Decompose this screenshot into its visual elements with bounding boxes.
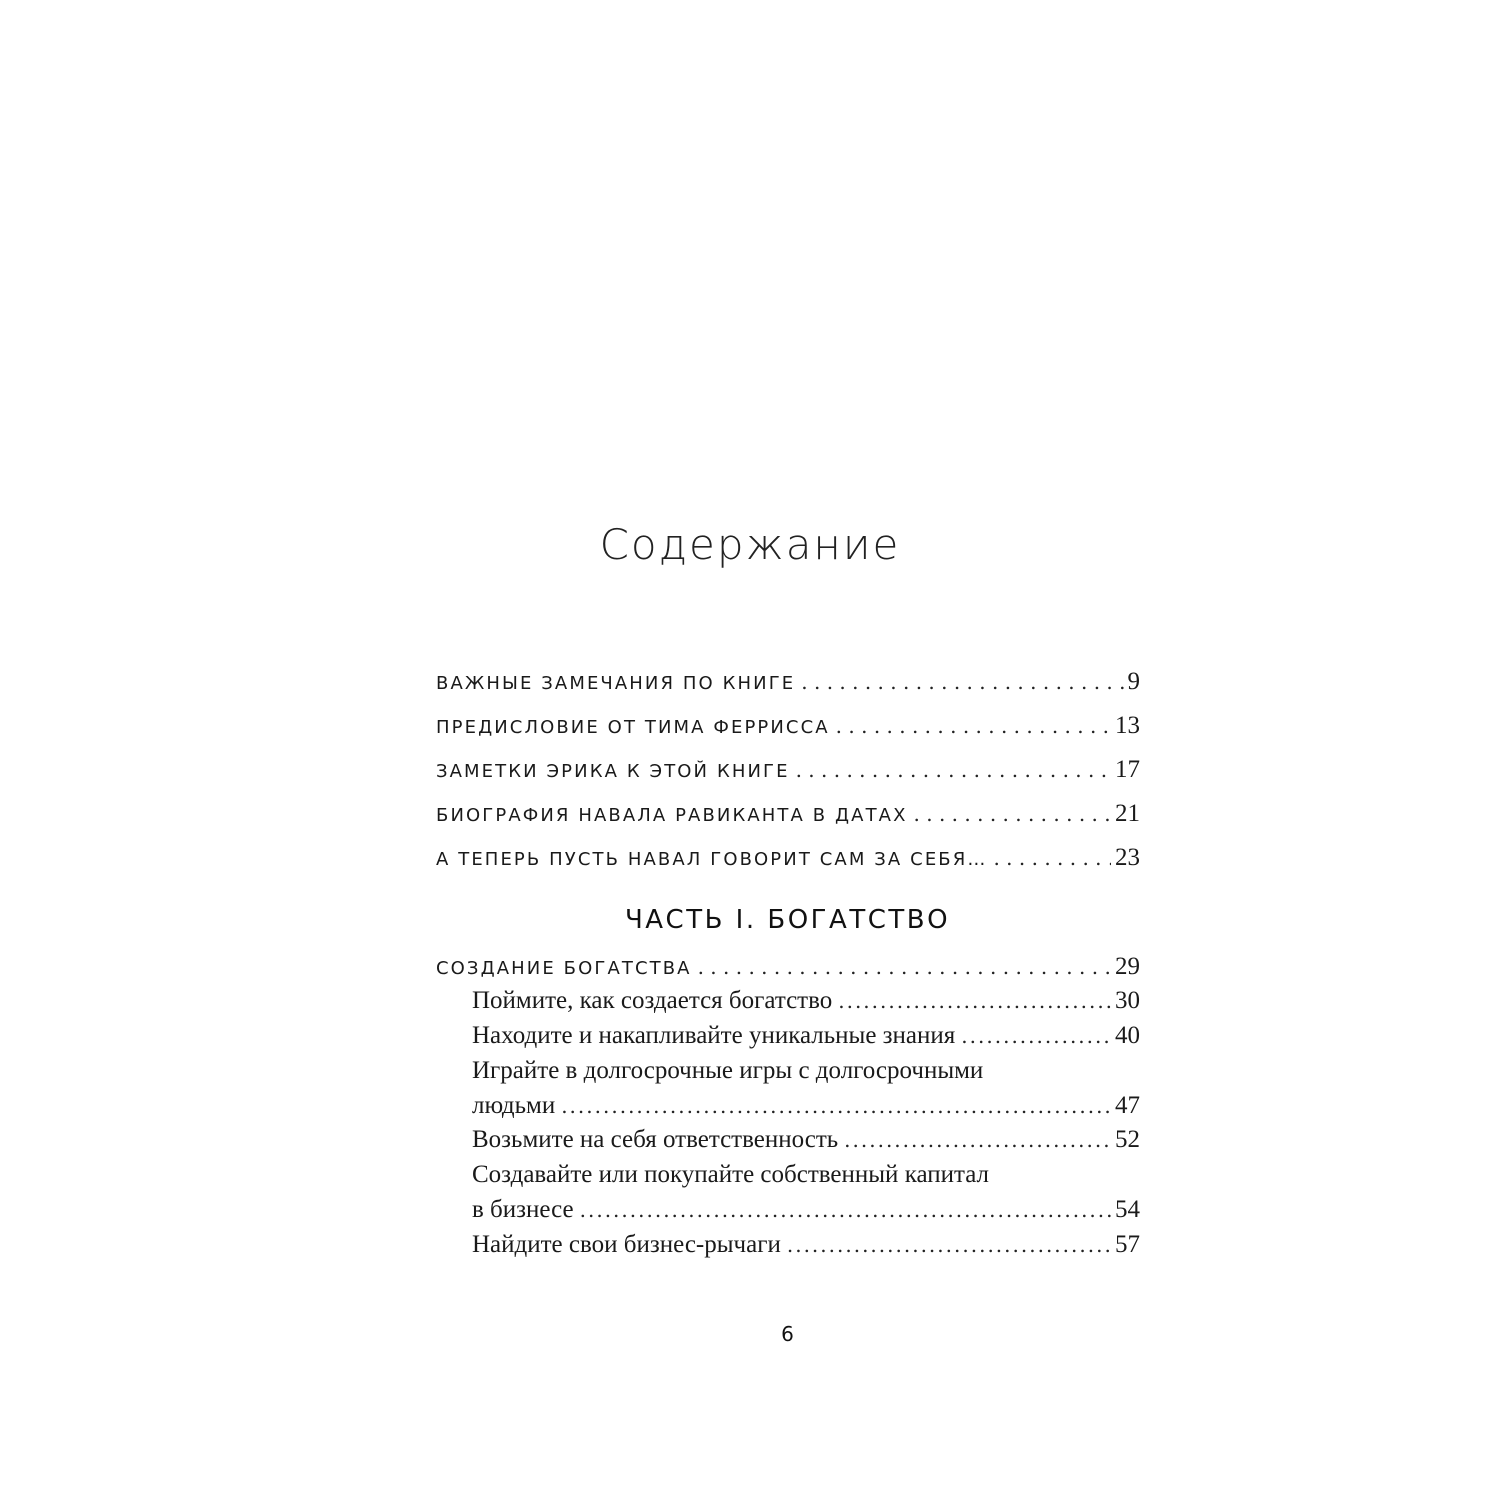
toc-entry-page: 17 [1115, 756, 1140, 783]
toc-subentry-long-games[interactable] [472, 1092, 1140, 1120]
page-number: 6 [781, 1322, 794, 1346]
toc-subentry-long-games-line1[interactable]: Играйте в долгосрочные игры с долгосрочными [472, 1057, 984, 1084]
toc-entry-foreword[interactable] [436, 712, 1140, 740]
part-heading: ЧАСТЬ I. БОГАТСТВО [624, 905, 951, 935]
dot-leader [836, 714, 1111, 738]
toc-entry-label: ЗАМЕТКИ ЭРИКА К ЭТОЙ КНИГЕ [436, 761, 790, 782]
toc-subentry-equity-line1[interactable]: Создавайте или покупайте собственный капитал [472, 1161, 990, 1188]
toc-subentry-leverage[interactable] [472, 1231, 1140, 1259]
toc-entry-label: Находите и накапливайте уникальные знания [472, 1022, 956, 1049]
toc-entry-label: А ТЕПЕРЬ ПУСТЬ НАВАЛ ГОВОРИТ САМ ЗА СЕБЯ… [436, 849, 988, 870]
toc-entry-label: Возьмите на себя ответственность [472, 1126, 839, 1153]
dot-leader [787, 1233, 1111, 1257]
dot-leader [561, 1094, 1111, 1118]
toc-entry-eric-notes[interactable] [436, 756, 1140, 784]
toc-entry-label: людьми [472, 1092, 556, 1119]
toc-entry-page: 23 [1115, 844, 1140, 871]
dot-leader [844, 1128, 1111, 1152]
dot-leader [961, 1024, 1111, 1048]
toc-subentry-equity[interactable] [472, 1196, 1140, 1224]
toc-entry-page: 52 [1115, 1126, 1140, 1153]
dot-leader [914, 802, 1111, 826]
toc-entry-page: 30 [1115, 987, 1140, 1014]
toc-entry-section-wealth-creation[interactable] [436, 953, 1140, 981]
page-title: Содержание [599, 520, 901, 569]
toc-entry-label: ПРЕДИСЛОВИЕ ОТ ТИМА ФЕРРИССА [436, 717, 830, 738]
toc-entry-page: 40 [1115, 1022, 1140, 1049]
toc-entry-label: в бизнесе [472, 1196, 574, 1223]
toc-entry-biography[interactable] [436, 800, 1140, 828]
toc-subentry-accountability[interactable] [472, 1126, 1140, 1154]
dot-leader [796, 758, 1111, 782]
toc-subentry-specific-knowledge[interactable] [472, 1022, 1140, 1050]
toc-entry-important-notes[interactable] [436, 668, 1140, 696]
toc-entry-page: 13 [1115, 712, 1140, 739]
toc-entry-label: Поймите, как создается богатство [472, 987, 833, 1014]
toc-entry-page: 47 [1115, 1092, 1140, 1119]
toc-entry-page: 9 [1127, 668, 1140, 695]
dot-leader [993, 846, 1111, 870]
toc-entry-page: 29 [1115, 953, 1140, 980]
toc-entry-label: ВАЖНЫЕ ЗАМЕЧАНИЯ ПО КНИГЕ [436, 673, 796, 694]
toc-entry-label: Найдите свои бизнес-рычаги [472, 1231, 781, 1258]
dot-leader [698, 955, 1111, 979]
dot-leader [801, 670, 1123, 694]
dot-leader [838, 989, 1111, 1013]
toc-entry-page: 54 [1115, 1196, 1140, 1223]
toc-entry-page: 57 [1115, 1231, 1140, 1258]
toc-entry-page: 21 [1115, 800, 1140, 827]
toc-subentry-understand-wealth[interactable] [472, 987, 1140, 1015]
toc-entry-label: БИОГРАФИЯ НАВАЛА РАВИКАНТА В ДАТАХ [436, 805, 908, 826]
toc-entry-naval-speaks[interactable] [436, 844, 1140, 872]
dot-leader [580, 1198, 1111, 1222]
toc-entry-label: СОЗДАНИЕ БОГАТСТВА [436, 958, 692, 979]
